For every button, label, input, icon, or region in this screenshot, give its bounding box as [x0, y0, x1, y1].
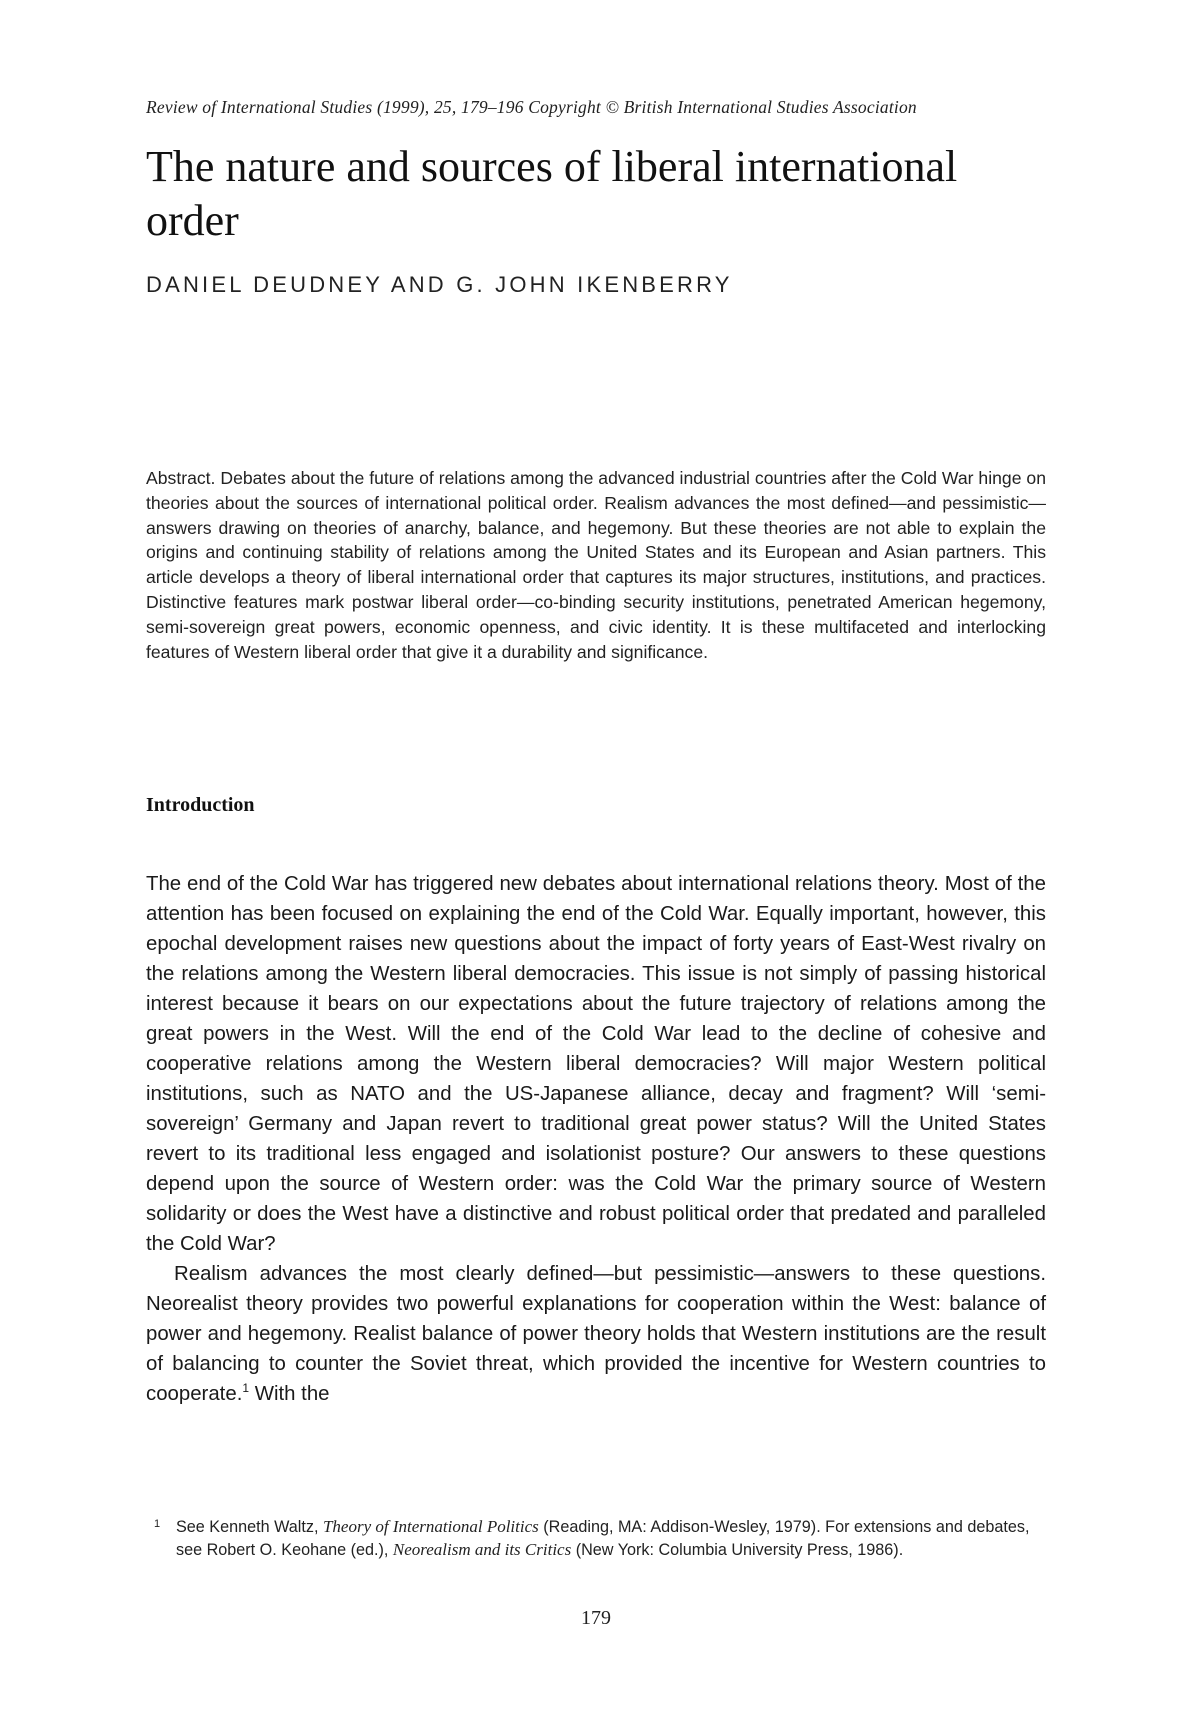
footnote-number: 1 — [154, 1518, 161, 1530]
body-paragraph-tail: With the — [249, 1383, 330, 1405]
footnote-text: (Reading, MA: Addison-Wesley, 1979). For extensions and debates, see Robert O. Keohane (ed.), — [176, 1518, 1030, 1559]
article-authors: DANIEL DEUDNEY AND G. JOHN IKENBERRY — [146, 272, 733, 297]
footnote-text: See Kenneth Waltz, — [176, 1518, 323, 1536]
section-heading-introduction: Introduction — [146, 794, 255, 816]
body-paragraph: The end of the Cold War has triggered new debates about international relations theory. Most of the attention has been focused on explaining the end of the Cold War. Equally important, however, this epochal development raises new questions about the impact of forty years of East-West rivalry on the relations among the Western liberal democracies. This issue is not simply of passing historical interest because it bears on our expectations about the future trajectory of relations among the great powers in the West. Will the end of the Cold War lead to the decline of cohesive and cooperative relations among the Western liberal democracies? Will major Western political institutions, such as NATO and the US-Japanese alliance, decay and fragment? Will ‘semi-sovereign’ Germany and Japan revert to traditional great power status? Will the United States revert to its traditional less engaged and isolationist posture? Our answers to these questions depend upon the source of Western order: was the Cold War the primary source of Western solidarity or does the West have a distinctive and robust political order that predated and paralleled the Cold War? — [146, 873, 1046, 1255]
footnote-work-title: Theory of International Politics — [322, 1517, 539, 1536]
footnote-work-title: Neorealism and its Critics — [392, 1539, 572, 1559]
footnote-text: (New York: Columbia University Press, 1986). — [571, 1540, 904, 1559]
introduction-body — [146, 869, 1046, 1409]
abstract-paragraph: Abstract. Debates about the future of relations among the advanced industrial countries after the Cold War hinge on theories about the sources of international political order. Realism advances the most defined—and pessimistic—answers drawing on theories of anarchy, balance, and hegemony. But these theories are not able to explain the origins and continuing stability of relations among the United States and its European and Asian partners. This article develops a theory of liberal international order that captures its major structures, institutions, and practices. Distinctive features mark postwar liberal order—co-binding security institutions, penetrated American hegemony, semi-sovereign great powers, economic openness, and civic identity. It is these multifaceted and interlocking features of Western liberal order that give it a durability and significance. — [146, 468, 1046, 662]
article-title: The nature and sources of liberal international order — [146, 142, 958, 245]
journal-page — [146, 0, 1046, 1732]
body-paragraph — [146, 1259, 1046, 1409]
page-number: 179 — [581, 1607, 611, 1629]
body-paragraph-text: Realism advances the most clearly defined—but pessimistic—answers to these questions. Neorealist theory provides two powerful explanations for cooperation within the West: balance of power and hegemony. Realist balance of power theory holds that Western institutions are the result of balancing to counter the Soviet threat, which provided the incentive for Western countries to cooperate. — [146, 1263, 1046, 1405]
journal-citation-header: Review of International Studies (1999), 25, 179–196 Copyright © British International Studies Association — [146, 97, 917, 117]
footnote — [146, 1516, 1046, 1561]
footnote-reference[interactable]: 1 — [242, 1381, 250, 1396]
